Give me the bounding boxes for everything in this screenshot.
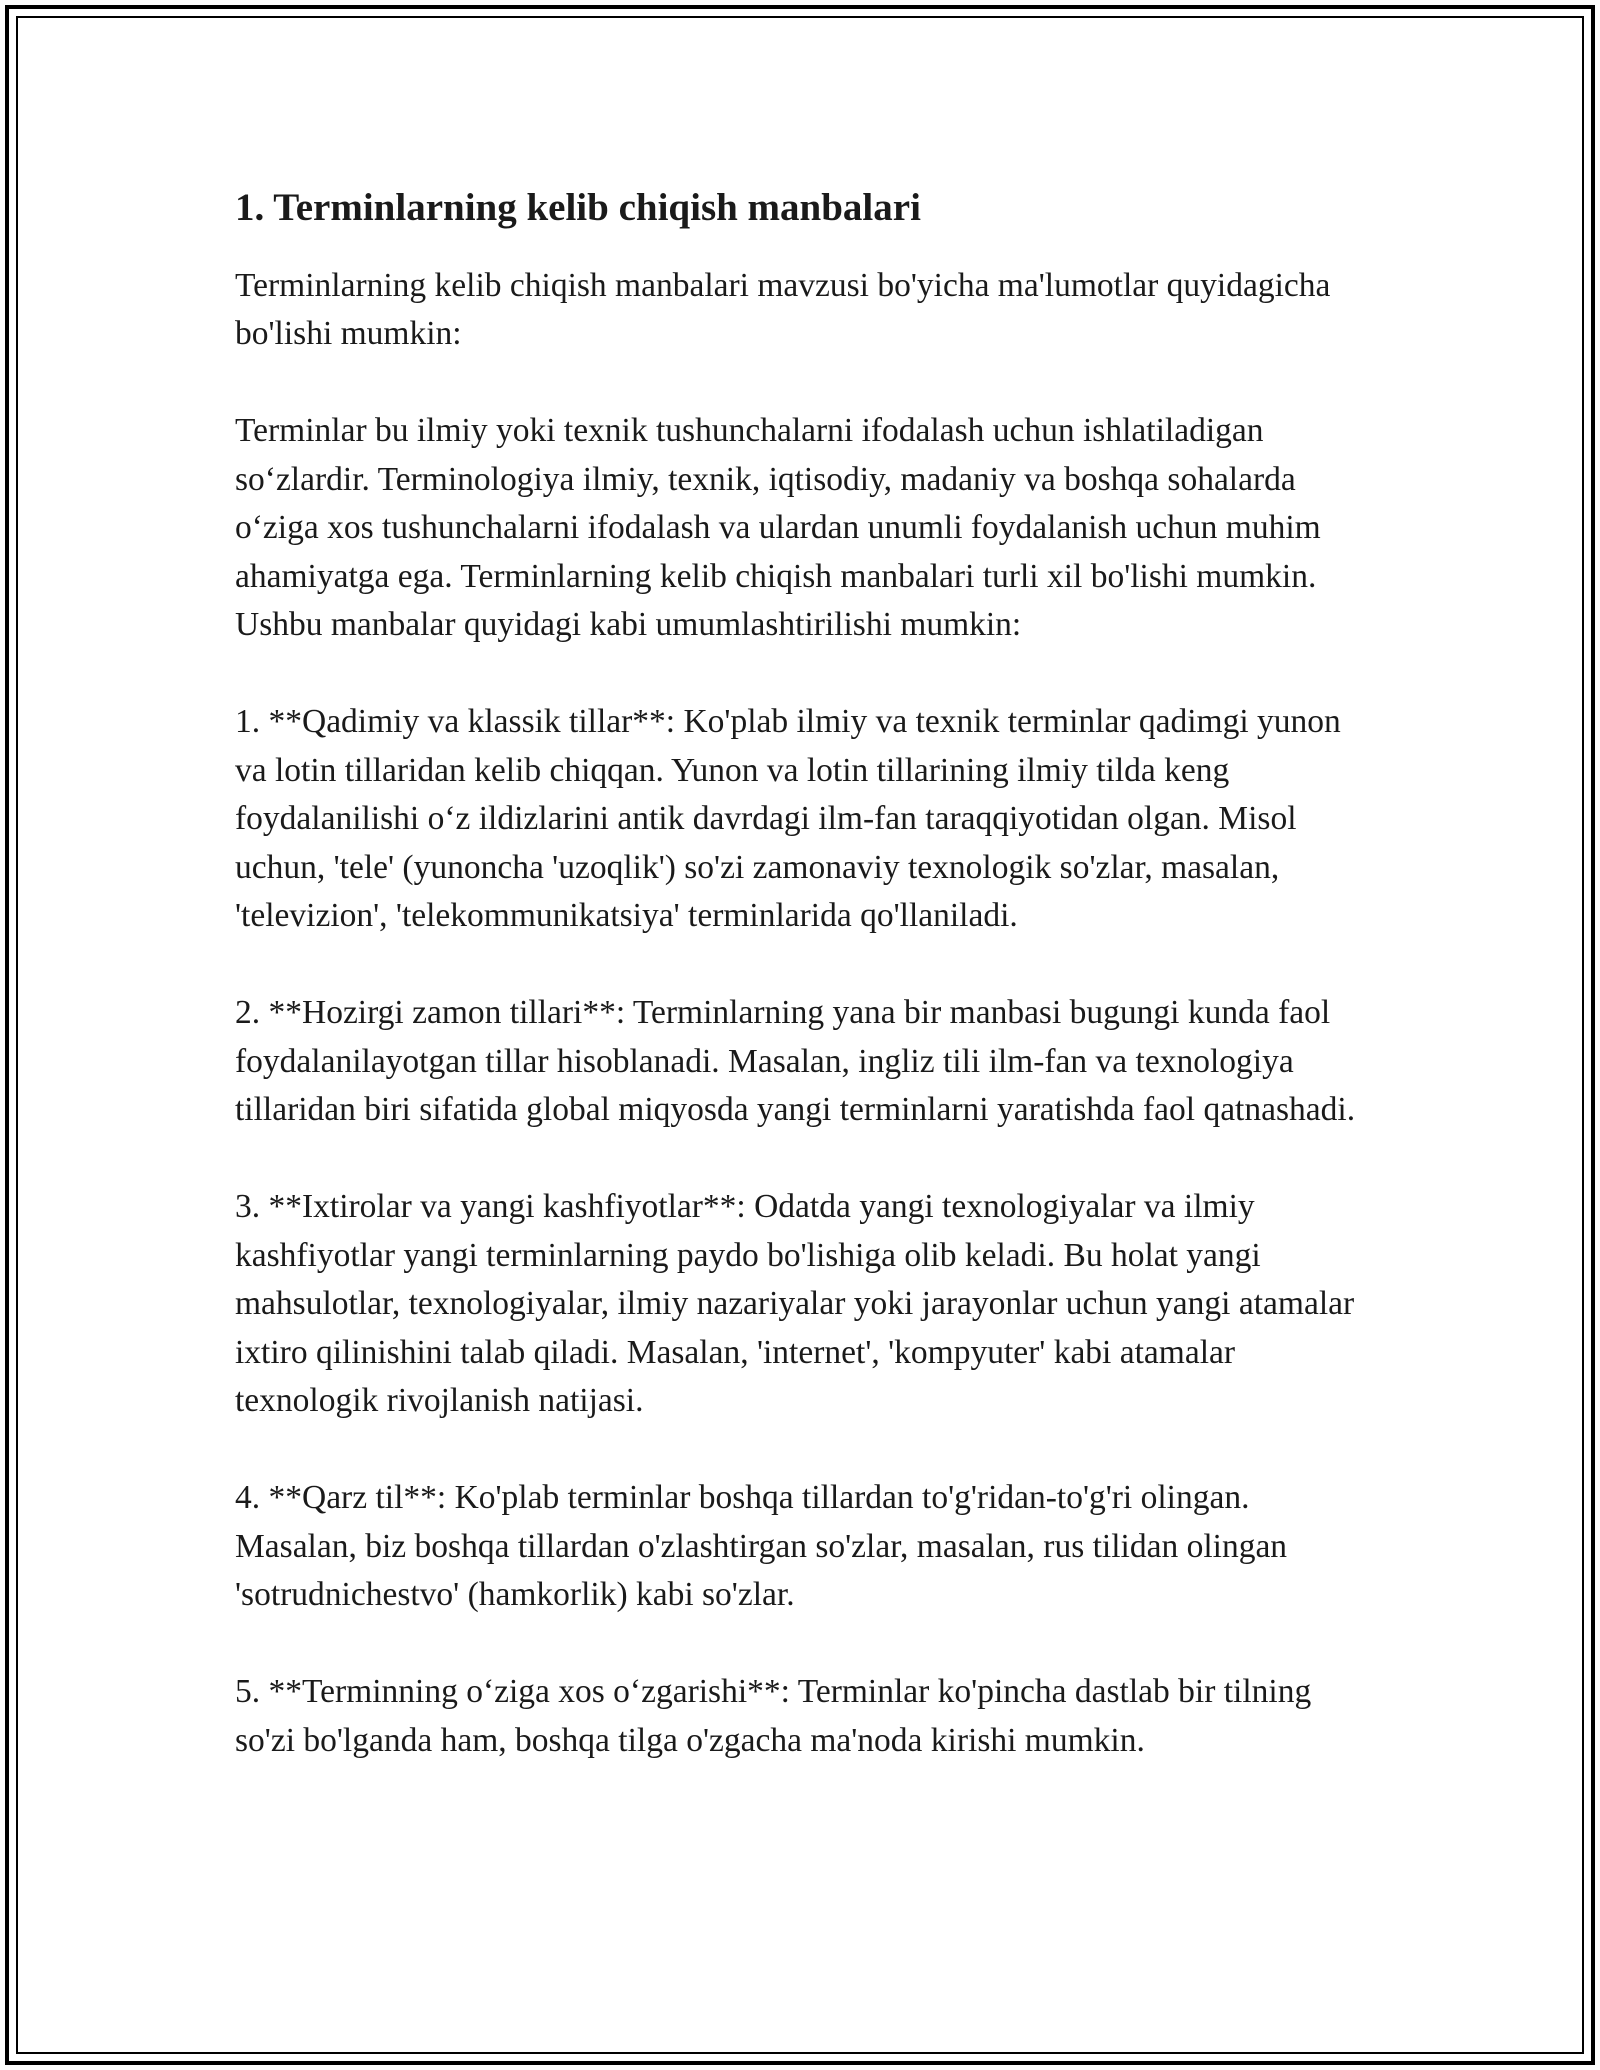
list-item-term-change: 5. **Terminning o‘ziga xos o‘zgarishi**: Terminlar ko'pincha dastlab bir tilning so'zi bo'lganda ham, boshqa tilga o'zgacha ma'noda kirishi mumkin. [235, 1673, 1312, 1759]
intro-paragraph: Terminlarning kelib chiqish manbalari mavzusi bo'yicha ma'lumotlar quyidagicha bo'lishi mumkin: [235, 266, 1331, 353]
section-heading: 1. Terminlarning kelib chiqish manbalari [235, 186, 921, 229]
list-item-inventions: 3. **Ixtirolar va yangi kashfiyotlar**: Odatda yangi texnologiyalar va ilmiy kashfiyotlar yangi terminlarning paydo bo'lishiga olib keladi. Bu holat yangi mahsulotlar, texnologiyalar, ilmiy nazariyalar yoki jarayonlar uchun yangi atamalar ixtiro qilinishini talab qiladi. Masalan, 'internet', 'kompyuter' kabi atamalar texnologik rivojlanish natijasi. [235, 1188, 1355, 1420]
list-item-modern-languages: 2. **Hozirgi zamon tillari**: Terminlarning yana bir manbasi bugungi kunda faol foydalanilayotgan tillar hisoblanadi. Masalan, ingliz tili ilm-fan va texnologiya tillaridan biri sifatida global miqyosda yangi terminlarni yaratishda faol qatnashadi. [235, 994, 1356, 1129]
document-body [235, 185, 1375, 1765]
list-item-ancient-languages: 1. **Qadimiy va klassik tillar**: Ko'plab ilmiy va texnik terminlar qadimgi yunon va lotin tillaridan kelib chiqqan. Yunon va lotin tillarining ilmiy tilda keng foydalanilishi o‘z ildizlarini antik davrdagi ilm-fan taraqqiyotidan olgan. Misol uchun, 'tele' (yunoncha 'uzoqlik') so'zi zamonaviy texnologik so'zlar, masalan, 'televizion', 'telekommunikatsiya' terminlarida qo'llaniladi. [235, 703, 1341, 935]
definition-paragraph: Terminlar bu ilmiy yoki texnik tushunchalarni ifodalash uchun ishlatiladigan so‘zlardir. Terminologiya ilmiy, texnik, iqtisodiy, madaniy va boshqa sohalarda o‘ziga xos tushunchalarni ifodalash va ulardan unumli foydalanish uchun muhim ahamiyatga ega. Terminlarning kelib chiqish manbalari turli xil bo'lishi mumkin. Ushbu manbalar quyidagi kabi umumlashtirilishi mumkin: [235, 412, 1321, 644]
list-item-loan-words: 4. **Qarz til**: Ko'plab terminlar boshqa tillardan to'g'ridan-to'g'ri olingan. Masalan, biz boshqa tillardan o'zlashtirgan so'zlar, masalan, rus tilidan olingan 'sotrudnichestvo' (hamkorlik) kabi so'zlar. [235, 1479, 1288, 1614]
